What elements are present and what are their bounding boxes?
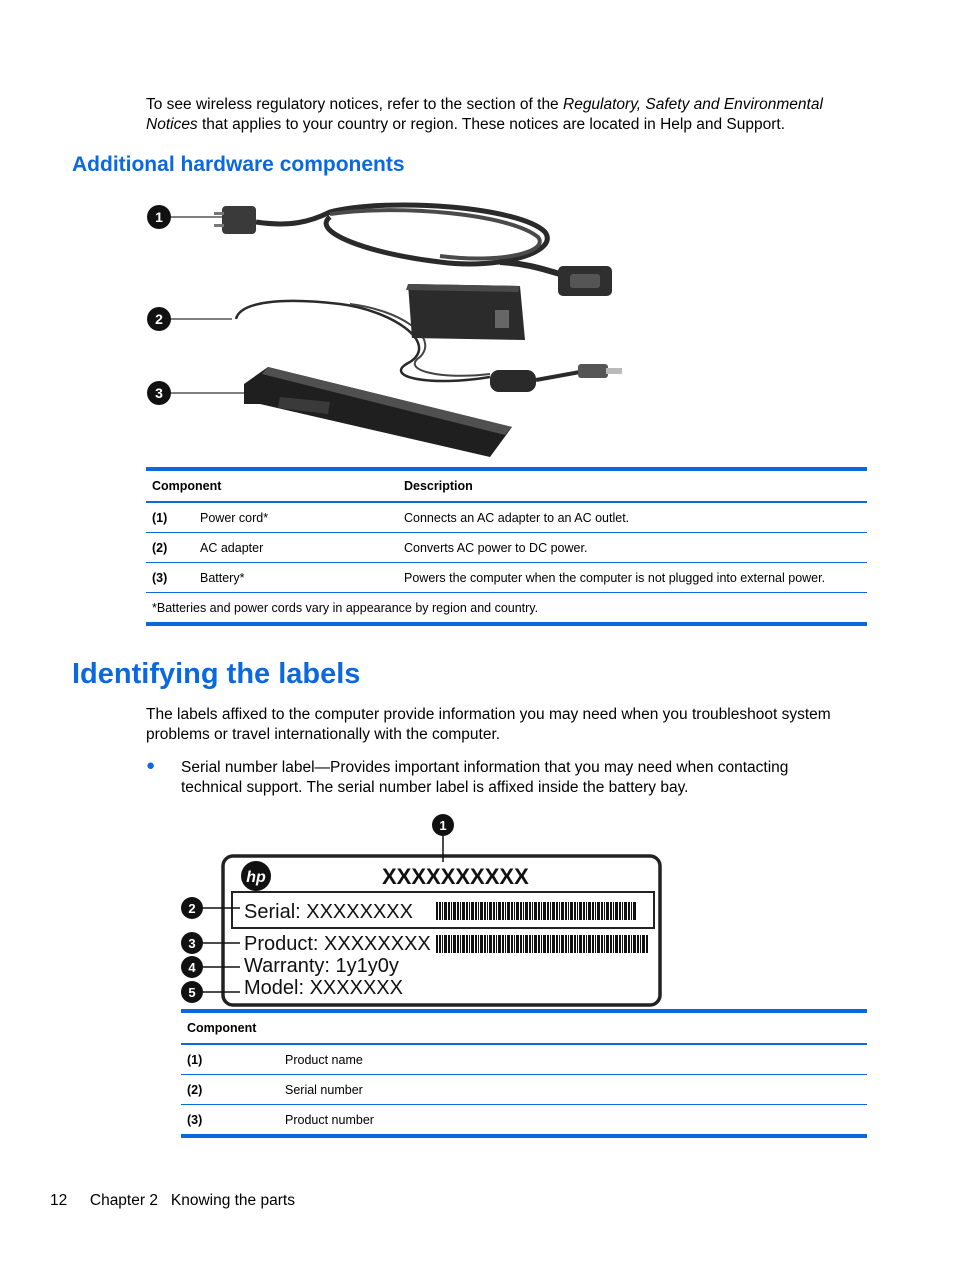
hp-logo-icon [241, 861, 271, 891]
row-number: (3) [187, 1112, 203, 1127]
bullet-text: Serial number label—Provides important information that you may need when contacting technical support. The serial number label is affixed inside the battery bay. [181, 759, 789, 796]
column-header-component: Component [181, 1013, 867, 1044]
intro-italic-1: Regulatory, Safety and Environmental [563, 96, 823, 113]
page-footer [50, 1192, 295, 1210]
row-component: Product name [279, 1044, 867, 1075]
row-component: Power cord* [194, 502, 398, 533]
table-header-row [181, 1013, 867, 1044]
intro-text-1: To see wireless regulatory notices, refer to the section of the [146, 96, 563, 113]
intro-text-2: that applies to your country or region. These notices are located in Help and Support. [197, 115, 786, 133]
row-number: (2) [146, 533, 194, 563]
callout-2 [147, 307, 232, 331]
row-component: AC adapter [194, 533, 398, 563]
row-component: Battery* [194, 563, 398, 593]
column-header-description: Description [398, 471, 867, 502]
power-cord-icon [214, 205, 612, 296]
chapter-title: Chapter 2 Knowing the parts [89, 1192, 295, 1209]
bullet-icon: ● [146, 757, 156, 774]
row-description: Converts AC power to DC power. [398, 533, 867, 563]
table-footnote-row [146, 593, 867, 623]
intro-paragraph [146, 95, 866, 134]
table-row [181, 1044, 867, 1075]
svg-text:2: 2 [188, 901, 196, 916]
callout-1 [147, 205, 222, 229]
labels-paragraph: The labels affixed to the computer provide information you may need when you troubleshoot system problems or travel internationally with the computer. [146, 706, 831, 743]
section-heading-hardware: Additional hardware components [72, 153, 405, 176]
svg-text:1: 1 [155, 209, 163, 225]
label-product-name: XXXXXXXXXX [382, 864, 529, 889]
table-header-row [146, 471, 867, 502]
svg-text:3: 3 [155, 385, 163, 401]
row-description: Connects an AC adapter to an AC outlet. [398, 502, 867, 533]
label-product: Product: XXXXXXXX [244, 933, 431, 955]
svg-text:2: 2 [155, 311, 163, 327]
row-number: (1) [146, 502, 194, 533]
label-serial: Serial: XXXXXXXX [244, 901, 413, 923]
barcode-serial-icon [436, 902, 636, 920]
svg-text:1: 1 [439, 818, 447, 833]
table-row [146, 533, 867, 563]
table-row [146, 502, 867, 533]
label-warranty: Warranty: 1y1y0y [244, 955, 399, 977]
svg-text:4: 4 [188, 960, 196, 975]
hardware-components-table [146, 467, 867, 626]
table-row [181, 1105, 867, 1135]
label-model: Model: XXXXXXX [244, 977, 403, 999]
row-number: (2) [181, 1075, 279, 1105]
hardware-illustration [140, 192, 640, 467]
row-number: (3) [146, 563, 194, 593]
svg-text:5: 5 [188, 985, 196, 1000]
row-component: Serial number [279, 1075, 867, 1105]
page-number: 12 [50, 1192, 68, 1209]
row-component: Product number [285, 1112, 374, 1127]
section-heading-labels: Identifying the labels [72, 658, 361, 690]
table-row [181, 1075, 867, 1105]
table-footnote: *Batteries and power cords vary in appearance by region and country. [152, 600, 539, 615]
svg-text:3: 3 [188, 936, 196, 951]
intro-italic-2: Notices [146, 115, 198, 133]
callout-3 [147, 381, 244, 405]
column-header-component: Component [146, 471, 398, 502]
barcode-product-icon [436, 935, 648, 953]
svg-text:hp: hp [246, 869, 266, 886]
serial-label-illustration [178, 810, 668, 1010]
table-row [146, 563, 867, 593]
label-components-table [181, 1009, 867, 1138]
row-number: (1) [181, 1044, 279, 1075]
row-description: Powers the computer when the computer is not plugged into external power. [398, 563, 867, 593]
